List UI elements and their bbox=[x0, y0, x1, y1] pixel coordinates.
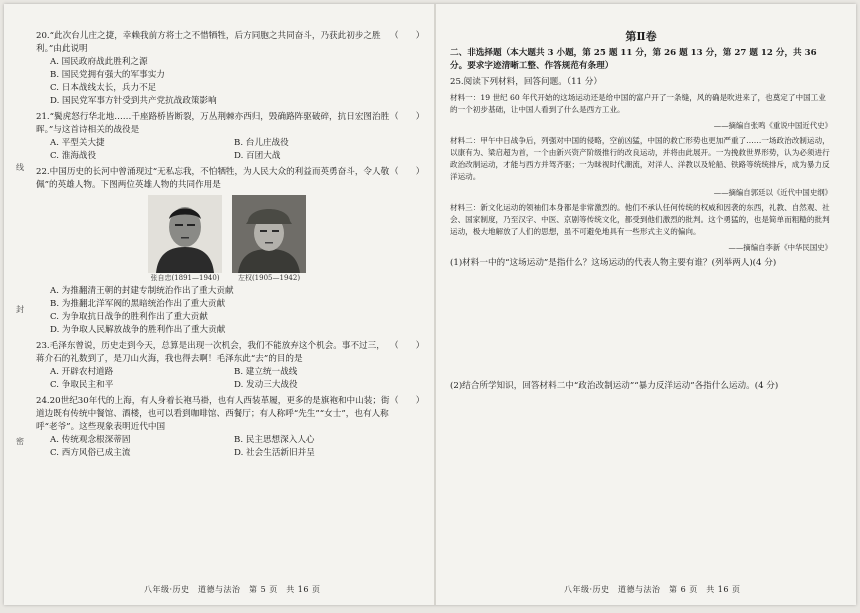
option-b[interactable]: B. 为推翻北洋军阀的黑暗统治作出了重大贡献 bbox=[50, 299, 226, 309]
material-1-source: ——摘编自张鸣《重说中国近代史》 bbox=[713, 121, 832, 130]
photo-zhang-zizhong bbox=[148, 195, 222, 283]
photo-caption: 张自忠(1891—1940) bbox=[150, 274, 220, 282]
answer-parentheses[interactable]: （ ） bbox=[390, 31, 425, 41]
page-footer-left: 八年级·历史 道德与法治 第 5 页 共 16 页 bbox=[144, 585, 321, 594]
option-c[interactable]: C. 日本战线太长，兵力不足 bbox=[50, 83, 157, 93]
answer-area-1[interactable] bbox=[450, 270, 832, 378]
question-stem: 23.毛泽东曾说，历史走到今天，总算是出现一次机会，我们不能放弃这个机会。事不过三，蒋介石的礼数到了，是刀山火海，我也得去啊！毛泽东此“去”的目的是 bbox=[36, 341, 385, 364]
answer-area-2[interactable] bbox=[450, 393, 832, 453]
answer-parentheses[interactable]: （ ） bbox=[390, 341, 425, 351]
answer-parentheses[interactable]: （ ） bbox=[390, 396, 425, 406]
page-fold bbox=[434, 4, 436, 605]
question-stem: 20.“此次台儿庄之捷，幸赖我前方将士之不惜牺牲，后方同胞之共同奋斗，乃获此初步之胜利。”由此说明 bbox=[36, 31, 381, 54]
answer-parentheses[interactable]: （ ） bbox=[390, 167, 425, 177]
binding-mark-secret: 密 bbox=[16, 437, 24, 446]
option-c[interactable]: C. 西方风俗已成主流 bbox=[50, 448, 131, 458]
material-3: 材料三：新文化运动的领袖们本身都是非常激烈的。他们不承认任何传统的权威和因袭的东西，礼教、自然观、社会、国家制度，乃至汉字、中医、京剧等传统文化，都受到他们激烈的批判。这个勇猛的，也是简单而粗糙的批判运动，极大地解放了人们的思想，虽不可避免地具有一些形式主义的偏向。 bbox=[450, 203, 830, 236]
question-stem: 21.“鬓虎怒行华北地……千座路桥皆断裂，万丛荆棘亦西归，毁确路阵驱破碎，抗日宏图治胜晖。”与这首诗相关的战役是 bbox=[36, 112, 390, 135]
question-25-part-2: (2)结合所学知识，回答材料二中“政治改制运动”“暴力反洋运动”各指什么运动。(4 分) bbox=[450, 381, 779, 391]
answer-parentheses[interactable]: （ ） bbox=[390, 112, 425, 122]
question-24 bbox=[36, 395, 425, 460]
page-footer-right: 八年级·历史 道德与法治 第 6 页 共 16 页 bbox=[564, 585, 741, 594]
left-page bbox=[36, 30, 425, 463]
binding-mark-seal: 封 bbox=[16, 305, 24, 314]
question-25-part-1: (1)材料一中的“这场运动”是指什么？这场运动的代表人物主要有谁？(列举两人)(4 分) bbox=[450, 258, 777, 268]
question-20 bbox=[36, 30, 425, 108]
option-c[interactable]: C. 淮海战役 bbox=[50, 151, 97, 161]
material-1: 材料一：19 世纪 60 年代开始的这场运动还是给中国的富户开了一条缝，风的确是吹进来了，也奠定了中国工业的一个初步基础，让中国人看到了什么是西方工业。 bbox=[450, 93, 826, 114]
option-b[interactable]: B. 国民党拥有强大的军事实力 bbox=[50, 70, 165, 80]
option-d[interactable]: D. 百团大战 bbox=[234, 151, 281, 161]
option-d[interactable]: D. 为争取人民解放战争的胜利作出了重大贡献 bbox=[50, 325, 226, 335]
question-stem: 22.中国历史的长河中曾涌现过“无私忘我，不怕牺牲，为人民大众的利益而英勇奋斗，令人敬佩”的英雄人物。下图两位英雄人物的共同作用是 bbox=[36, 167, 390, 190]
photo-caption: 左权(1905—1942) bbox=[237, 274, 301, 282]
hero-photos bbox=[36, 195, 418, 283]
option-d[interactable]: D. 国民党军事方针受到共产党抗战政策影响 bbox=[50, 96, 217, 106]
option-c[interactable]: C. 为争取抗日战争的胜利作出了重大贡献 bbox=[50, 312, 208, 322]
question-22 bbox=[36, 166, 425, 337]
section-heading: 二、非选择题（本大题共 3 小题，第 25 题 11 分，第 26 题 13 分，第 27 题 12 分，共 36 分。要求字迹清晰工整、作答规范有条理） bbox=[450, 48, 817, 71]
option-c[interactable]: C. 争取民主和平 bbox=[50, 380, 114, 390]
option-b[interactable]: B. 台儿庄战役 bbox=[234, 138, 289, 148]
question-stem: 24.20世纪30年代的上海，有人身着长袍马褂，也有人西装革履，更多的是旗袍和中山装；街道边既有传统中餐馆、酒楼，也可以看到咖啡馆、西餐厅；有人称呼“先生”“女士”，也有人称呼“老爷”。这些现象表明近代中国 bbox=[36, 396, 390, 432]
question-21 bbox=[36, 111, 425, 163]
question-23 bbox=[36, 340, 425, 392]
option-a[interactable]: A. 平型关大捷 bbox=[50, 138, 105, 148]
option-a[interactable]: A. 为推翻清王朝的封建专制统治作出了重大贡献 bbox=[50, 286, 234, 296]
option-d[interactable]: D. 发动三大战役 bbox=[234, 380, 298, 390]
portrait-image bbox=[232, 195, 306, 273]
exam-sheet bbox=[4, 4, 856, 605]
binding-mark-line: 线 bbox=[16, 163, 24, 172]
option-a[interactable]: A. 国民政府战此胜利之源 bbox=[50, 57, 148, 67]
option-b[interactable]: B. 建立统一战线 bbox=[234, 367, 298, 377]
material-2-source: ——摘编自郭廷以《近代中国史纲》 bbox=[713, 188, 832, 197]
volume-title: 第Ⅱ卷 bbox=[625, 30, 657, 43]
material-3-source: ——摘编自李新《中华民国史》 bbox=[728, 243, 832, 252]
option-a[interactable]: A. 开辟农村道路 bbox=[50, 367, 114, 377]
option-a[interactable]: A. 传统观念根深蒂固 bbox=[50, 435, 131, 445]
photo-zuo-quan bbox=[232, 195, 306, 283]
right-page bbox=[450, 30, 832, 453]
material-2: 材料二：甲午中日战争后，列强对中国的侵略，空前凶猛，中国的救亡形势也更加严重了……一场政治改制运动，以康有为、梁启超为首，一个由新兴资产阶级推行的改良运动，并将由此展开。一为挽救世界形势，认为必须进行政治改制运动，才能与西方并驾齐驱；一为昧视时代潮流，对洋人、洋教以及轮船、铁路等统统排斥，成为暴力反洋运动。 bbox=[450, 136, 830, 181]
question-25-intro: 25.阅读下列材料，回答问题。（11 分） bbox=[450, 77, 602, 87]
option-b[interactable]: B. 民主思想深入人心 bbox=[234, 435, 315, 445]
portrait-image bbox=[148, 195, 222, 273]
option-d[interactable]: D. 社会生活新旧并呈 bbox=[234, 448, 315, 458]
